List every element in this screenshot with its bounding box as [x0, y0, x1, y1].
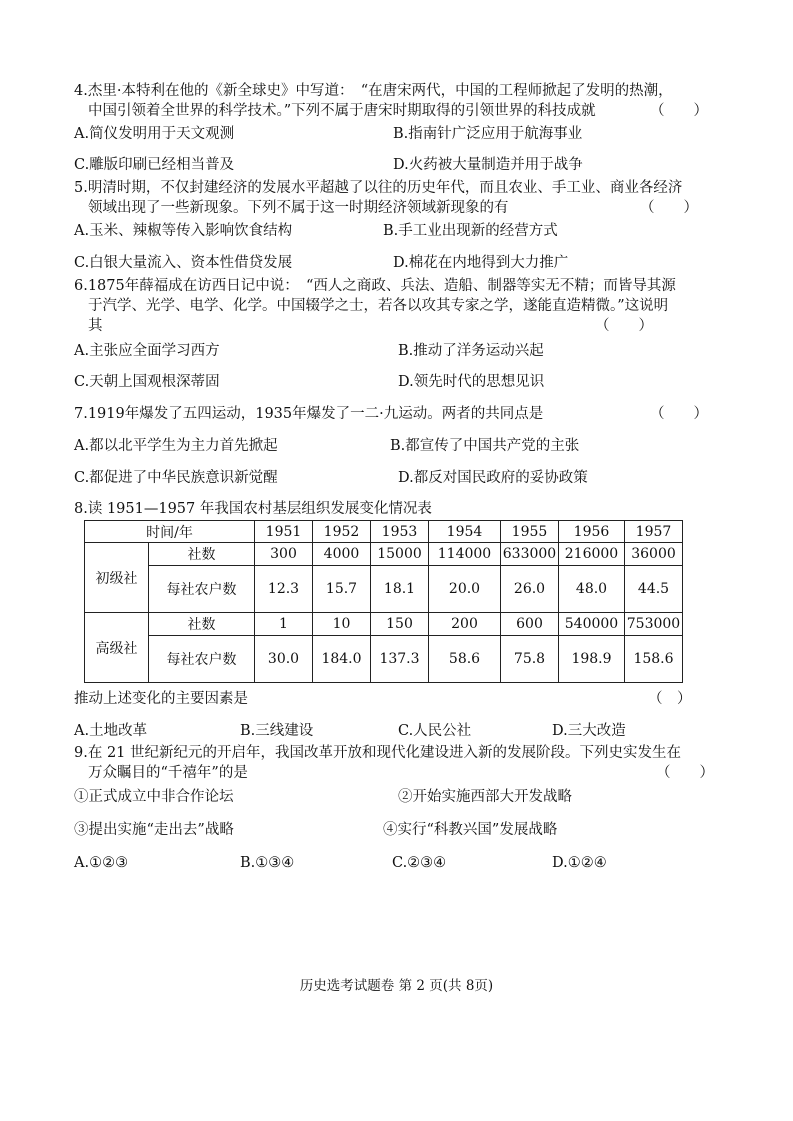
table-header-label: 时间/年: [85, 521, 255, 543]
year-cell: 1955: [501, 521, 559, 543]
q4-stem-line2: 中国引领着全世界的科学技术。”下列不属于唐宋时期取得的引领世界的科技成就: [88, 103, 596, 119]
year-cell: 1957: [625, 521, 683, 543]
q8-stem-line1: 8.读 1951—1957 年我国农村基层组织发展变化情况表: [74, 501, 432, 517]
q9-option-b: B.①③④: [240, 855, 295, 871]
table-cell: 12.3: [255, 566, 313, 613]
q9-option-c: C.②③④: [392, 855, 447, 871]
table-cell: 20.0: [429, 566, 501, 613]
q6-option-b: B.推动了洋务运动兴起: [398, 343, 544, 359]
q9-stem-line1: 9.在 21 世纪新纪元的开启年，我国改革开放和现代化建设进入新的发展阶段。下列史实发生在: [74, 745, 681, 761]
q8-option-d: D.三大改造: [552, 723, 626, 739]
q4-option-d: D.火药被大量制造并用于战争: [393, 157, 583, 173]
rural-organization-table: [84, 520, 683, 683]
q9-statement-4: ④实行“科教兴国”发展战略: [383, 822, 558, 838]
q8-stem-after: 推动上述变化的主要因素是: [74, 691, 248, 707]
q6-stem-line1: 6.1875年薛福成在访西日记中说： “西人之商政、兵法、造船、制器等实无不精；而皆导其源: [74, 278, 676, 294]
q9-option-a: A.①②③: [74, 855, 129, 871]
year-cell: 1952: [313, 521, 371, 543]
table-cell: 137.3: [371, 636, 429, 683]
q9-statement-3: ③提出实施“走出去”战略: [74, 822, 234, 838]
table-cell: 15.7: [313, 566, 371, 613]
table-row: [85, 566, 683, 613]
table-cell: 633000: [501, 543, 559, 566]
q7-option-d: D.都反对国民政府的妥协政策: [398, 470, 588, 486]
year-cell: 1951: [255, 521, 313, 543]
table-cell: 30.0: [255, 636, 313, 683]
table-cell: 753000: [625, 613, 683, 636]
table-row: [85, 636, 683, 683]
table-cell: 58.6: [429, 636, 501, 683]
q6-option-a: A.主张应全面学习西方: [74, 343, 220, 359]
q4-option-b: B.指南针广泛应用于航海事业: [393, 126, 583, 142]
table-cell: 75.8: [501, 636, 559, 683]
year-cell: 1954: [429, 521, 501, 543]
q4-option-c: C.雕版印刷已经相当普及: [74, 157, 235, 173]
table-cell: 26.0: [501, 566, 559, 613]
q5-option-a: A.玉米、辣椒等传入影响饮食结构: [74, 223, 293, 239]
table-cell: 150: [371, 613, 429, 636]
group-label-elementary: 初级社: [85, 543, 149, 613]
q5-option-b: B.手工业出现新的经营方式: [383, 223, 558, 239]
table-cell: 540000: [559, 613, 625, 636]
table-cell: 184.0: [313, 636, 371, 683]
table-header-row: [85, 521, 683, 543]
table-cell: 15000: [371, 543, 429, 566]
table-cell: 200: [429, 613, 501, 636]
q6-stem-line2: 于汽学、光学、电学、化学。中国辍学之士，若各以攻其专家之学，遂能直造精微。”这说明: [88, 298, 669, 314]
table-cell: 600: [501, 613, 559, 636]
table-cell: 36000: [625, 543, 683, 566]
q7-answer-paren: （ ）: [650, 406, 708, 422]
q9-answer-paren: （ ）: [656, 765, 714, 781]
table-cell: 158.6: [625, 636, 683, 683]
page-footer: 历史选考试题卷 第 2 页(共 8页): [299, 978, 494, 994]
q6-option-c: C.天朝上国观根深蒂固: [74, 374, 220, 390]
q6-answer-paren: （ ）: [595, 318, 653, 334]
q6-stem-line3: 其: [88, 318, 103, 334]
q8-answer-paren: （ ）: [648, 691, 692, 707]
row-label: 每社农户数: [149, 566, 255, 613]
q4-option-a: A.简仪发明用于天文观测: [74, 126, 235, 142]
table-cell: 1: [255, 613, 313, 636]
table-cell: 216000: [559, 543, 625, 566]
row-label: 每社农户数: [149, 636, 255, 683]
q9-stem-line2: 万众瞩目的“千禧年”的是: [88, 765, 248, 781]
q6-option-d: D.领先时代的思想见识: [398, 374, 545, 390]
q8-option-a: A.土地改革: [74, 723, 148, 739]
q8-option-c: C.人民公社: [398, 723, 472, 739]
table-cell: 4000: [313, 543, 371, 566]
table-cell: 114000: [429, 543, 501, 566]
q5-stem-line2: 领域出现了一些新现象。下列不属于这一时期经济领域新现象的有: [88, 200, 509, 216]
q8-option-b: B.三线建设: [240, 723, 314, 739]
q9-option-d: D.①②④: [552, 855, 607, 871]
q4-stem-line1: 4.杰里·本特利在他的《新全球史》中写道： “在唐宋两代，中国的工程师掀起了发明的热潮，: [74, 83, 673, 99]
q4-answer-paren: （ ）: [650, 103, 708, 119]
table-row: [85, 613, 683, 636]
q5-option-c: C.白银大量流入、资本性借贷发展: [74, 255, 293, 271]
year-cell: 1953: [371, 521, 429, 543]
table-cell: 18.1: [371, 566, 429, 613]
q7-option-b: B.都宣传了中国共产党的主张: [390, 438, 580, 454]
year-cell: 1956: [559, 521, 625, 543]
q9-statement-1: ①正式成立中非合作论坛: [74, 789, 234, 805]
table-cell: 300: [255, 543, 313, 566]
row-label: 社数: [149, 613, 255, 636]
q5-answer-paren: （ ）: [640, 200, 698, 216]
table-row: [85, 543, 683, 566]
q5-stem-line1: 5.明清时期，不仅封建经济的发展水平超越了以往的历史年代，而且农业、手工业、商业各经济: [74, 180, 683, 196]
q7-option-c: C.都促进了中华民族意识新觉醒: [74, 470, 278, 486]
table-cell: 10: [313, 613, 371, 636]
q7-option-a: A.都以北平学生为主力首先掀起: [74, 438, 278, 454]
table-cell: 198.9: [559, 636, 625, 683]
table-cell: 44.5: [625, 566, 683, 613]
q7-stem-line1: 7.1919年爆发了五四运动，1935年爆发了一二·九运动。两者的共同点是: [74, 406, 544, 422]
group-label-advanced: 高级社: [85, 613, 149, 683]
table-cell: 48.0: [559, 566, 625, 613]
q5-option-d: D.棉花在内地得到大力推广: [393, 255, 569, 271]
row-label: 社数: [149, 543, 255, 566]
q9-statement-2: ②开始实施西部大开发战略: [398, 789, 572, 805]
